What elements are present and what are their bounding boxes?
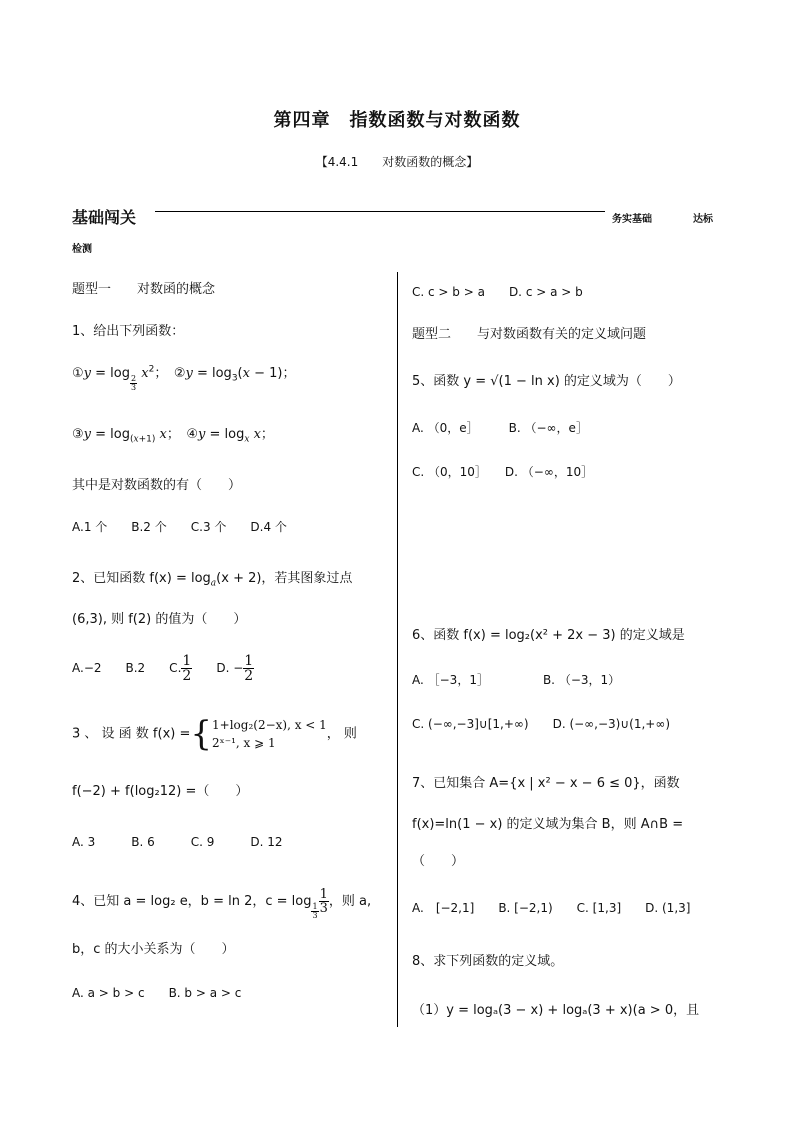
q1-functions-row1: ①y = log $_{\frac{2}{3}}$ $x^2$； ②y = $\log_3(x - 1)$； (72, 364, 296, 392)
q2-line1: 2、已知函数 $f(x) = \log_a(x + 2)$，若其图象过点 (72, 571, 353, 589)
type1-heading: 题型一 对数函的概念 (72, 282, 216, 297)
q3-line2: f(−2) + f(log₂12) =（ ） (72, 784, 249, 799)
q3-case1: 1+log₂(2−x), x < 1 (212, 718, 327, 732)
q2-opt-d: D. − (216, 661, 244, 675)
q2-opt-abc: A.−2 B.2 C. (72, 661, 182, 675)
q7-line3: （ ） (412, 854, 465, 869)
chapter-title: 第四章 指数函数与对数函数 (273, 110, 521, 131)
q3-line1 (72, 716, 357, 752)
q6-options-ab: A. ［−3，1］ B. （−3，1） (412, 673, 621, 687)
lesson-subtitle: 【4.4.1 对数函数的概念】 (315, 155, 479, 169)
q5-question: 5、函数 y = √(1 − ln x) 的定义域为（ ） (412, 374, 681, 389)
q4-part2: ，则 a, (328, 894, 372, 909)
q3-part1: 3 、 设 函 数 f(x) = (72, 726, 191, 742)
q4-options-cd: C. c > b > a D. c > a > b (412, 285, 583, 299)
section-tag-c: 检测 (72, 244, 92, 255)
type2-heading: 题型二 与对数函数有关的定义域问题 (412, 327, 647, 342)
q3-options: A. 3 B. 6 C. 9 D. 12 (72, 835, 283, 849)
section-heading: 基础闯关 (72, 208, 137, 227)
section-rule (155, 211, 605, 212)
q4-part1: 4、已知 a = log₂ e，b = ln 2，c = log (72, 894, 312, 909)
q1-options: A.1 个 B.2 个 C.3 个 D.4 个 (72, 520, 287, 534)
q2-options: A.−2 B.2 C. $\frac{1}{2}$ D. − $\frac{1}{2}$ (72, 653, 254, 684)
section-tag-a: 务实基础 (612, 214, 652, 225)
q2-part1: 2、已知函数 f(x) = log (72, 571, 211, 586)
q1-ask: 其中是对数函数的有（ ） (72, 478, 242, 493)
q4-line2: b，c 的大小关系为（ ） (72, 942, 235, 957)
q7-options: A. [−2,1] B. [−2,1) C. [1,3] D. (1,3] (412, 901, 691, 915)
q3-comma: ， 则 (326, 726, 357, 742)
q2-line2: (6,3), 则 f(2) 的值为（ ） (72, 612, 247, 627)
q8-question: 8、求下列函数的定义域。 (412, 954, 564, 969)
brace-icon: { (190, 714, 213, 754)
q6-options-cd: C. (−∞,−3]∪[1,+∞) D. (−∞,−3)∪(1,+∞) (412, 717, 671, 731)
q6-question: 6、函数 f(x) = log₂(x² + 2x − 3) 的定义域是 (412, 628, 685, 643)
q1-intro: 1、给出下列函数： (72, 324, 185, 339)
column-divider (397, 272, 398, 1027)
q1-functions-row2: ③y = $\log_{(x+1)} x$； ④y = $\log_x x$； (72, 427, 274, 445)
q5-options-cd: C. （0，10］ D. （−∞，10］ (412, 465, 594, 479)
q2-part2: (x + 2)，若其图象过点 (216, 571, 353, 586)
q7-line2: f(x)=ln(1 − x) 的定义域为集合 B，则 A∩B = (412, 817, 684, 832)
q3-case2: 2ˣ⁻¹, x ⩾ 1 (212, 736, 276, 750)
section-tag-b: 达标 (693, 214, 713, 225)
q8-part1: （1）y = logₐ(3 − x) + logₐ(3 + x)(a > 0，且 (412, 1003, 700, 1018)
q4-options-ab: A. a > b > c B. b > a > c (72, 986, 242, 1000)
q7-line1: 7、已知集合 A={x | x² − x − 6 ≤ 0}，函数 (412, 776, 680, 791)
q5-options-ab: A. （0，e］ B. （−∞，e］ (412, 421, 588, 435)
q4-line1: 4、已知 a = log₂ e，b = ln 2，c = log $_{\frac{1}{3}}$ $\frac{1}{3}$ ，则 a, (72, 887, 372, 920)
